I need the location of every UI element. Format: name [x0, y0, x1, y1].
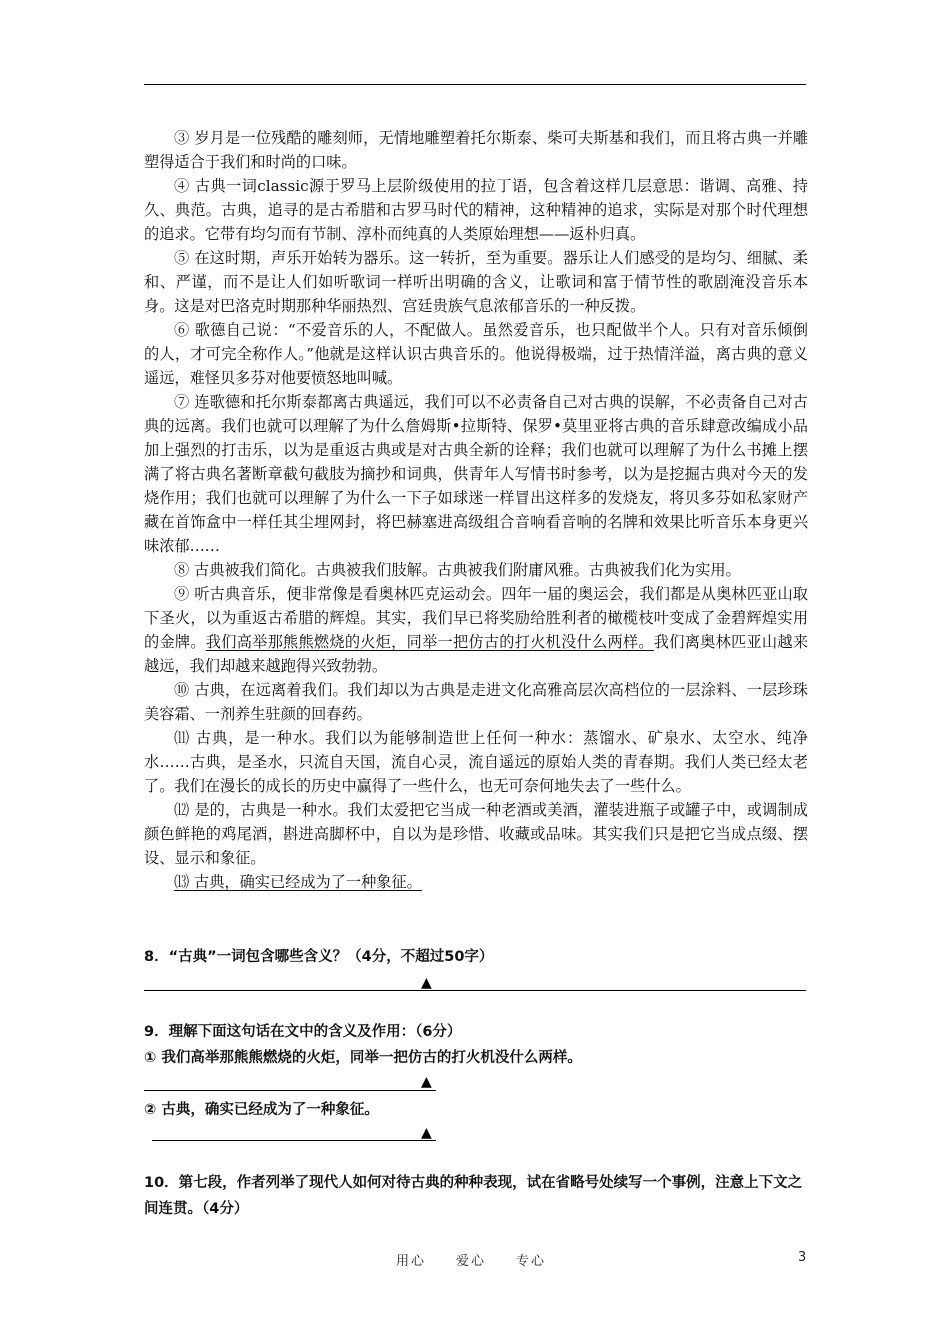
question-9: 9．理解下面这句话在文中的含义及作用：（6分） — [144, 1024, 462, 1040]
paragraph-4: ④ 古典一词classic源于罗马上层阶级使用的拉丁语，包含着这样几层意思：谐调、高雅、持久、典范。古典，追寻的是古希腊和古罗马时代的精神，这种精神的追求，实际是对那个时代理想的追求。它带有均匀而有节制、淳朴而纯真的人类原始理想——返朴归真。 — [144, 177, 808, 243]
paragraph-6: ⑥ 歌德自己说：“不爱音乐的人，不配做人。虽然爱音乐，也只配做半个人。只有对音乐倾倒的人，才可完全称作人。”他就是这样认识古典音乐的。他说得极端，过于热情洋溢，离古典的意义遥远，难怪贝多芬对他要愤怒地叫喊。 — [144, 321, 808, 387]
paragraph-10: ⑩ 古典，在远离着我们。我们却以为古典是走进文化高雅高层次高档位的一层涂料、一层珍珠美容霜、一剂养生驻颜的回春药。 — [144, 681, 808, 723]
paragraph-13 — [144, 870, 808, 894]
paragraph-11: ⑾ 古典，是一种水。我们以为能够制造世上任何一种水：蒸馏水、矿泉水、太空水、纯净水……古典，是圣水，只流自天国，流自心灵，流自遥远的原始人类的青春期。我们人类已经太老了。我们在漫长的成长的历史中赢得了一些什么，也无可奈何地失去了一些什么。 — [144, 729, 808, 795]
passage-body — [144, 126, 808, 894]
question-9-item-1: ① 我们高举那熊熊燃烧的火炬，同举一把仿古的打火机没什么两样。 — [144, 1050, 582, 1066]
footer-motto: 用心 爱心 专心 — [396, 1254, 547, 1269]
paragraph-9-text: ⑨ 听古典音乐，便非常像是看奥林匹克运动会。四年一届的奥运会，我们都是从奥林匹亚山取下圣火，以为重返古希腊的辉煌。其实，我们早已将奖励给胜利者的橄榄枝叶变成了金碧辉煌实用的金牌。 — [144, 585, 808, 651]
paragraph-3: ③ 岁月是一位残酷的雕刻师，无情地雕塑着托尔斯泰、柴可夫斯基和我们，而且将古典一并雕塑得适合于我们和时尚的口味。 — [144, 129, 808, 171]
paragraph-12: ⑿ 是的，古典是一种水。我们太爱把它当成一种老酒或美酒，灌装进瓶子或罐子中，或调制成颜色鲜艳的鸡尾酒，斟进高脚杯中，自以为是珍惜、收藏或品味。其实我们只是把它当成点缀、摆设、显示和象征。 — [144, 801, 808, 867]
answer-marker-q8: ▲ — [421, 975, 432, 991]
underlined-sentence: 我们高举那熊熊燃烧的火炬，同举一把仿古的打火机没什么两样。 — [205, 633, 654, 651]
answer-line-q9-2[interactable] — [152, 1140, 436, 1141]
answer-line-q8[interactable] — [144, 990, 806, 991]
question-10: 10．第七段，作者列举了现代人如何对待古典的种种表现，试在省略号处续写一个事例，注意上下文之间连贯。（4分） — [144, 1175, 803, 1217]
question-8: 8．“古典”一词包含哪些含义？（4分，不超过50字） — [144, 949, 494, 965]
page-number: 3 — [798, 1250, 807, 1265]
answer-marker-q9-1: ▲ — [421, 1074, 432, 1090]
paragraph-7: ⑦ 连歌德和托尔斯泰都离古典遥远，我们可以不必责备自己对古典的误解，不必责备自己对古典的远离。我们也就可以理解了为什么詹姆斯•拉斯特、保罗•莫里亚将古典的音乐肆意改编成小品加上强烈的打击乐，以为是重返古典或是对古典全新的诠释；我们也就可以理解了为什么书摊上摆满了将古典名著断章截句截肢为摘抄和词典，供青年人写情书时参考，以为是挖掘古典对今天的发烧作用；我们也就可以理解了为什么一下子如球迷一样冒出这样多的发烧友，将贝多芬如私家财产藏在首饰盒中一样任其尘埋网封，将巴赫塞进高级组合音响看音响的名牌和效果比听音乐本身更兴味浓郁…… — [144, 393, 808, 555]
paragraph-5: ⑤ 在这时期，声乐开始转为器乐。这一转折，至为重要。器乐让人们感受的是均匀、细腻、柔和、严谨，而不是让人们如听歌词一样听出明确的含义，让歌词和富于情节性的歌剧淹没音乐本身。这是对巴洛克时期那种华丽热烈、宫廷贵族气息浓郁音乐的一种反拨。 — [144, 249, 808, 315]
paragraph-9-tail: 我们离奥林匹亚山越来越远，我们却越来越跑得兴致勃勃。 — [144, 633, 809, 675]
answer-marker-q9-2: ▲ — [421, 1125, 432, 1141]
header-rule — [144, 84, 806, 85]
answer-line-q9-1[interactable] — [144, 1090, 436, 1091]
paragraph-9 — [144, 582, 808, 678]
question-9-item-2: ② 古典，确实已经成为了一种象征。 — [144, 1102, 379, 1118]
paragraph-8: ⑧ 古典被我们简化。古典被我们肢解。古典被我们附庸风雅。古典被我们化为实用。 — [174, 561, 741, 579]
underlined-closing-sentence: ⒀ 古典，确实已经成为了一种象征。 — [174, 873, 422, 891]
